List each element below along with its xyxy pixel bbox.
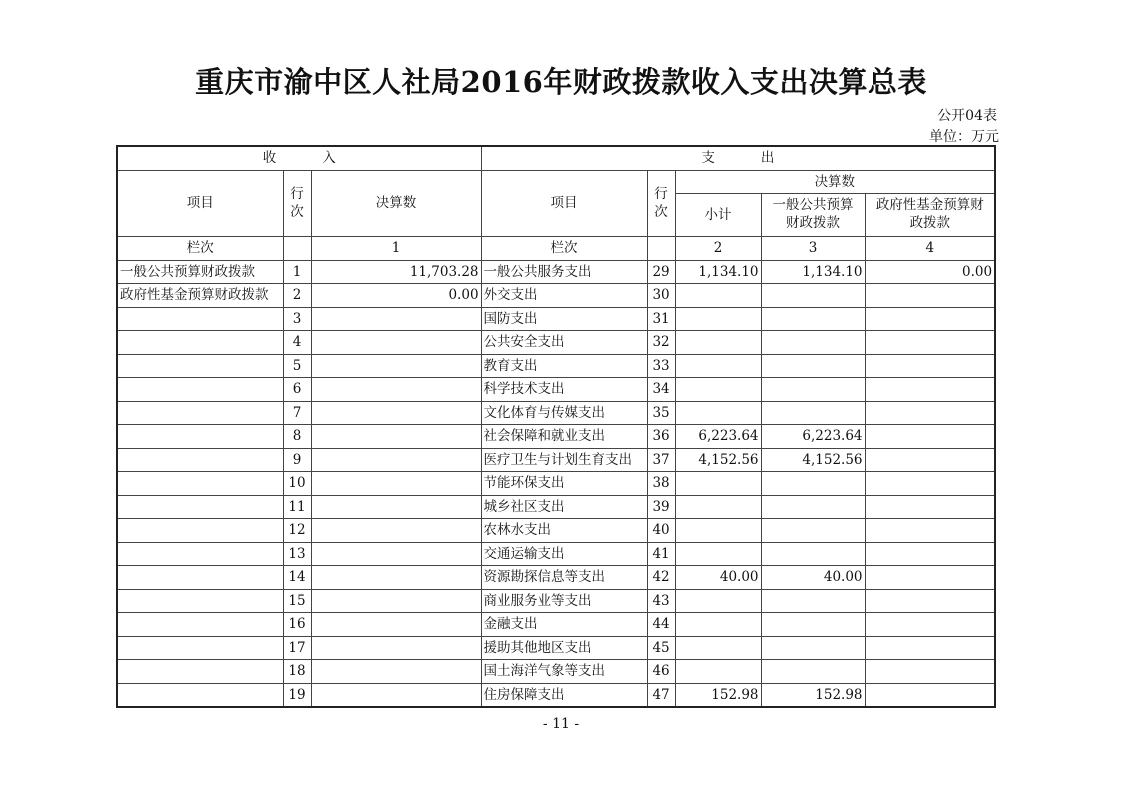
general-budget-cell xyxy=(761,636,865,660)
gov-fund-cell xyxy=(865,472,995,496)
expense-row-no-cell: 39 xyxy=(647,495,675,519)
table-row xyxy=(117,472,995,496)
gov-fund-cell xyxy=(865,307,995,331)
expense-row-no-cell: 35 xyxy=(647,401,675,425)
table-row xyxy=(117,660,995,684)
expense-item-header: 项目 xyxy=(481,170,647,237)
subtotal-cell: 152.98 xyxy=(675,683,761,707)
table-row xyxy=(117,307,995,331)
table-row xyxy=(117,284,995,308)
income-amount-cell xyxy=(311,519,481,543)
expense-item-cell: 城乡社区支出 xyxy=(481,495,647,519)
general-budget-cell xyxy=(761,472,865,496)
expense-row-no-cell: 33 xyxy=(647,354,675,378)
gov-fund-cell xyxy=(865,636,995,660)
expense-item-cell: 住房保障支出 xyxy=(481,683,647,707)
income-row-no-cell: 9 xyxy=(283,448,311,472)
subtotal-cell xyxy=(675,542,761,566)
general-budget-cell xyxy=(761,331,865,355)
expense-item-cell: 国土海洋气象等支出 xyxy=(481,660,647,684)
expense-item-cell: 节能环保支出 xyxy=(481,472,647,496)
expense-item-cell: 商业服务业等支出 xyxy=(481,589,647,613)
gov-fund-cell xyxy=(865,660,995,684)
expense-row-no-cell: 30 xyxy=(647,284,675,308)
subtotal-cell xyxy=(675,401,761,425)
income-row-no-cell: 7 xyxy=(283,401,311,425)
gov-fund-cell xyxy=(865,683,995,707)
income-amount-cell xyxy=(311,354,481,378)
income-item-cell xyxy=(117,613,283,637)
income-item-cell xyxy=(117,448,283,472)
income-item-cell xyxy=(117,425,283,449)
income-amount-cell xyxy=(311,425,481,449)
income-item-cell xyxy=(117,495,283,519)
income-item-cell xyxy=(117,378,283,402)
column-index-row xyxy=(117,237,995,261)
income-amount-cell xyxy=(311,448,481,472)
table-row xyxy=(117,636,995,660)
gov-fund-cell xyxy=(865,284,995,308)
subtotal-cell xyxy=(675,284,761,308)
expense-row-no-header: 行 次 xyxy=(647,170,675,237)
income-amount-cell xyxy=(311,495,481,519)
table-row xyxy=(117,519,995,543)
income-row-no-cell: 14 xyxy=(283,566,311,590)
table-row xyxy=(117,448,995,472)
general-budget-cell xyxy=(761,284,865,308)
gov-fund-cell: 0.00 xyxy=(865,260,995,284)
general-budget-cell xyxy=(761,495,865,519)
gov-fund-cell xyxy=(865,401,995,425)
expense-item-cell: 交通运输支出 xyxy=(481,542,647,566)
gov-fund-cell xyxy=(865,589,995,613)
gov-fund-cell xyxy=(865,378,995,402)
general-budget-cell xyxy=(761,660,865,684)
expense-item-cell: 文化体育与传媒支出 xyxy=(481,401,647,425)
subtotal-cell xyxy=(675,307,761,331)
income-row-no-cell: 1 xyxy=(283,260,311,284)
income-amount-cell xyxy=(311,660,481,684)
income-item-cell xyxy=(117,636,283,660)
col-index-2: 2 xyxy=(675,237,761,261)
expense-row-no-cell: 36 xyxy=(647,425,675,449)
income-item-cell xyxy=(117,354,283,378)
table-row xyxy=(117,260,995,284)
income-amount-cell xyxy=(311,589,481,613)
general-budget-cell xyxy=(761,589,865,613)
general-budget-cell xyxy=(761,401,865,425)
income-item-cell xyxy=(117,519,283,543)
income-row-no-cell: 4 xyxy=(283,331,311,355)
general-budget-cell xyxy=(761,542,865,566)
gov-fund-cell xyxy=(865,613,995,637)
subtotal-cell: 6,223.64 xyxy=(675,425,761,449)
expense-item-cell: 援助其他地区支出 xyxy=(481,636,647,660)
income-amount-cell xyxy=(311,636,481,660)
subtotal-cell xyxy=(675,519,761,543)
subtotal-cell xyxy=(675,495,761,519)
expense-row-no-cell: 47 xyxy=(647,683,675,707)
income-item-cell xyxy=(117,542,283,566)
general-budget-cell: 4,152.56 xyxy=(761,448,865,472)
expense-row-no-cell: 42 xyxy=(647,566,675,590)
income-amount-cell xyxy=(311,331,481,355)
expense-row-no-cell: 29 xyxy=(647,260,675,284)
col-index-4: 4 xyxy=(865,237,995,261)
expense-row-no-cell: 45 xyxy=(647,636,675,660)
income-section-header: 收 入 xyxy=(117,146,481,170)
income-item-cell: 政府性基金预算财政拨款 xyxy=(117,284,283,308)
income-item-cell: 一般公共预算财政拨款 xyxy=(117,260,283,284)
gov-fund-cell xyxy=(865,519,995,543)
subtotal-cell: 4,152.56 xyxy=(675,448,761,472)
subtotal-cell xyxy=(675,660,761,684)
table-row xyxy=(117,542,995,566)
income-row-no-cell: 10 xyxy=(283,472,311,496)
income-row-no-cell: 19 xyxy=(283,683,311,707)
expense-item-cell: 一般公共服务支出 xyxy=(481,260,647,284)
expense-row-no-cell: 41 xyxy=(647,542,675,566)
income-amount-cell xyxy=(311,542,481,566)
gov-fund-cell xyxy=(865,354,995,378)
gov-fund-cell xyxy=(865,495,995,519)
subtotal-cell xyxy=(675,354,761,378)
income-item-cell xyxy=(117,566,283,590)
gov-fund-cell xyxy=(865,542,995,566)
table-row xyxy=(117,613,995,637)
subtotal-cell: 1,134.10 xyxy=(675,260,761,284)
expense-item-cell: 国防支出 xyxy=(481,307,647,331)
general-budget-cell xyxy=(761,307,865,331)
income-row-no-cell: 15 xyxy=(283,589,311,613)
subtotal-header: 小计 xyxy=(675,194,761,237)
section-header-row xyxy=(117,146,995,170)
table-row xyxy=(117,401,995,425)
col-index-3: 3 xyxy=(761,237,865,261)
expense-row-no-cell: 38 xyxy=(647,472,675,496)
income-amount-cell: 11,703.28 xyxy=(311,260,481,284)
income-item-cell xyxy=(117,589,283,613)
expense-item-cell: 医疗卫生与计划生育支出 xyxy=(481,448,647,472)
expense-item-cell: 外交支出 xyxy=(481,284,647,308)
income-amount-cell: 0.00 xyxy=(311,284,481,308)
expense-row-no-cell: 40 xyxy=(647,519,675,543)
income-amount-cell xyxy=(311,683,481,707)
expense-item-cell: 公共安全支出 xyxy=(481,331,647,355)
income-item-cell xyxy=(117,307,283,331)
expense-row-no-cell: 32 xyxy=(647,331,675,355)
table-row xyxy=(117,331,995,355)
income-amount-cell xyxy=(311,472,481,496)
gov-fund-cell xyxy=(865,448,995,472)
income-col-index-label: 栏次 xyxy=(117,237,283,261)
income-item-cell xyxy=(117,401,283,425)
income-row-no-cell: 13 xyxy=(283,542,311,566)
table-row xyxy=(117,566,995,590)
gov-fund-cell xyxy=(865,566,995,590)
table-row xyxy=(117,425,995,449)
expense-row-no-cell: 34 xyxy=(647,378,675,402)
expense-item-cell: 科学技术支出 xyxy=(481,378,647,402)
income-amount-cell xyxy=(311,566,481,590)
income-amount-cell xyxy=(311,401,481,425)
unit-label: 单位：万元 xyxy=(929,129,999,145)
expense-item-cell: 社会保障和就业支出 xyxy=(481,425,647,449)
income-row-no-cell: 11 xyxy=(283,495,311,519)
subtotal-cell xyxy=(675,331,761,355)
subtotal-cell xyxy=(675,378,761,402)
income-amount-cell xyxy=(311,613,481,637)
subtotal-cell xyxy=(675,589,761,613)
page-title: 重庆市渝中区人社局2016年财政拨款收入支出决算总表 xyxy=(195,65,927,99)
general-budget-cell xyxy=(761,378,865,402)
gov-fund-cell xyxy=(865,331,995,355)
income-amount-cell xyxy=(311,378,481,402)
income-item-cell xyxy=(117,472,283,496)
expense-col-index-label: 栏次 xyxy=(481,237,647,261)
gov-fund-cell xyxy=(865,425,995,449)
income-amount-header: 决算数 xyxy=(311,170,481,237)
subtotal-cell xyxy=(675,472,761,496)
expense-amount-header: 决算数 xyxy=(675,170,995,194)
income-amount-cell xyxy=(311,307,481,331)
page-number: - 11 - xyxy=(542,716,580,732)
income-row-no-cell: 17 xyxy=(283,636,311,660)
general-budget-cell xyxy=(761,519,865,543)
expense-row-no-cell: 31 xyxy=(647,307,675,331)
form-number: 公开04表 xyxy=(937,108,997,124)
income-item-header: 项目 xyxy=(117,170,283,237)
income-row-no-cell: 3 xyxy=(283,307,311,331)
subtotal-cell xyxy=(675,613,761,637)
general-budget-cell: 40.00 xyxy=(761,566,865,590)
income-row-no-cell: 12 xyxy=(283,519,311,543)
subtotal-cell xyxy=(675,636,761,660)
table-row xyxy=(117,378,995,402)
general-budget-cell: 152.98 xyxy=(761,683,865,707)
income-row-no-cell: 6 xyxy=(283,378,311,402)
income-row-no-cell: 5 xyxy=(283,354,311,378)
gov-fund-header: 政府性基金预算财 政拨款 xyxy=(865,194,995,237)
column-header-row xyxy=(117,170,995,194)
general-budget-cell xyxy=(761,613,865,637)
expense-row-no-cell: 46 xyxy=(647,660,675,684)
expense-item-cell: 教育支出 xyxy=(481,354,647,378)
income-row-no-header: 行 次 xyxy=(283,170,311,237)
subtotal-cell: 40.00 xyxy=(675,566,761,590)
general-budget-cell: 1,134.10 xyxy=(761,260,865,284)
expense-row-no-cell: 43 xyxy=(647,589,675,613)
income-item-cell xyxy=(117,683,283,707)
expense-section-header: 支 出 xyxy=(481,146,995,170)
expense-item-cell: 农林水支出 xyxy=(481,519,647,543)
expense-row-no-cell: 37 xyxy=(647,448,675,472)
expense-item-cell: 资源勘探信息等支出 xyxy=(481,566,647,590)
table-row xyxy=(117,683,995,707)
income-row-no-cell: 18 xyxy=(283,660,311,684)
budget-summary-table xyxy=(116,145,996,708)
table-row xyxy=(117,589,995,613)
table-row xyxy=(117,354,995,378)
general-budget-cell: 6,223.64 xyxy=(761,425,865,449)
expense-item-cell: 金融支出 xyxy=(481,613,647,637)
col-index-1: 1 xyxy=(311,237,481,261)
income-row-no-cell: 2 xyxy=(283,284,311,308)
general-budget-cell xyxy=(761,354,865,378)
income-item-cell xyxy=(117,331,283,355)
table-row xyxy=(117,495,995,519)
income-row-no-cell: 16 xyxy=(283,613,311,637)
income-item-cell xyxy=(117,660,283,684)
income-row-no-cell: 8 xyxy=(283,425,311,449)
general-budget-header: 一般公共预算 财政拨款 xyxy=(761,194,865,237)
expense-row-no-cell: 44 xyxy=(647,613,675,637)
